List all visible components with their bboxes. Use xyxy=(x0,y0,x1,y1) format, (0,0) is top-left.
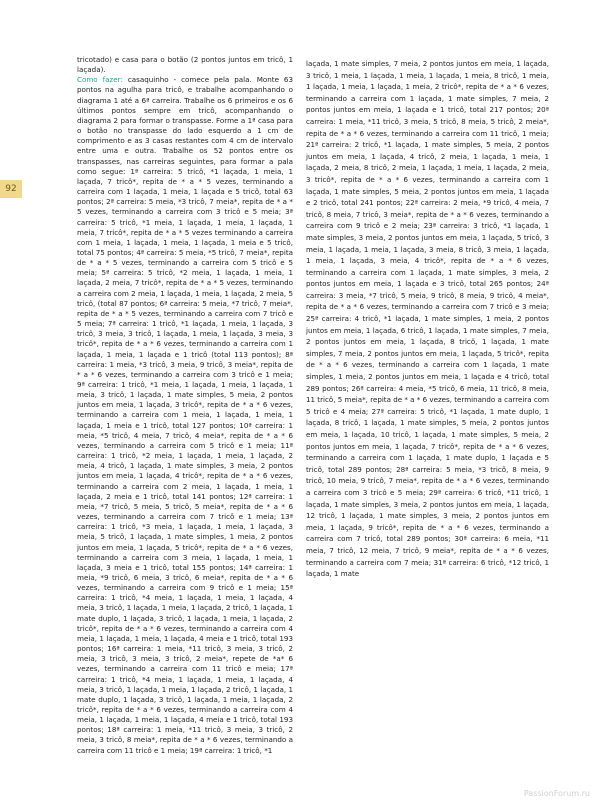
instructions-paragraph xyxy=(77,75,293,755)
page-number: 92 xyxy=(5,184,17,194)
instructions-body: casaquinho - comece pela pala. Monte 63 pontos na agulha para tricô, e trabalhe acompanhando o diagrama 1 até a 6ª carreira. Trabalhe os 6 primeiros e os 6 últimos pontos sempre em tricô, acompanhando o diagrama 2 para formar o transpasse. Forme a 1ª casa para o botão no transpasse do lado esquerdo a 1 cm de comprimento e as 3 casas restantes com 4 cm de intervalo entre uma e outra. Trabalhe os 52 pontos entre os transpasses, nas carreiras seguintes, para formar a pala como segue: 1ª carreira: 5 tricô, *1 laçada, 1 meia, 1 laçada, 7 tricô*, repita de * a * 5 vezes, terminando a carreira com 1 laçada, 1 meia, 1 laçada e 5 tricô, total 63 pontos; 2ª carreira: 5 meia, *3 tricô, 7 meia*, repita de * a * 5 vezes, terminando a carreira com 3 tricô e 5 meia; 3ª carreira: 5 tricô, *1 meia, 1 laçada, 1 meia, 1 laçada, 1 meia, 7 tricô*, repita de * a * 5 vezes terminando a carreira com 1 meia, 1 laçada, 1 meia, 1 laçada, 1 meia e 5 tricô, total 75 pontos; 4ª carreira: 5 meia, *5 tricô, 7 meia*, repita de * a * 5 vezes, terminando a carreira com 5 tricô e 5 meia; 5ª carreira: 5 tricô, *2 meia, 1 laçada, 1 meia, 1 laçada, 2 meia, 7 tricô*, repita de * a * 5 vezes, terminando a carreira com 2 meia, 1 laçada, 1 meia, 1 laçada, 2 meia, 5 tricô, (total 87 pontos; 6ª carreira: 5 meia, *7 tricô, 7 meia*, repita de * a * 5 vezes, terminando a carreira com 7 tricô e 5 meia; 7ª carreira: 1 tricô, *1 laçada, 1 meia, 1 laçada, 3 tricô, 3 meia, 3 tricô, 1 laçada, 1 meia, 1 laçada, 3 meia, 3 tricô*, repita de * a * 6 vezes, terminando a carreira com 1 laçada, 1 meia, 1 laçada e 1 tricô (total 113 pontos); 8ª carreira: 1 meia, *3 tricô, 3 meia, 9 tricô, 3 meia*, repita de * a * 6 vezes, terminando a carreira com 3 tricô e 1 meia; 9ª carreira: 1 tricô, *1 meia, 1 laçada, 1 meia, 1 laçada, 1 meia, 3 tricô, 1 laçada, 1 mate simples, 5 meia, 2 pontos juntos em meia, 1 laçada, 3 tricô*, repita de * a * 6 vezes, terminando a carreira com 1 meia, 1 laçada, 1 meia, 1 laçada, 1 meia e 1 tricô, total 127 pontos; 10ª carreira: 1 meia, *5 tricô, 4 meia, 7 tricô, 4 meia*, repita de * a * 6 vezes, terminando a carreira com 5 tricô e 1 meia; 11ª carreira: 1 tricô, *2 meia, 1 laçada, 1 meia, 1 laçada, 2 meia, 4 tricô, 1 laçada, 1 mate simples, 3 meia, 2 pontos juntos em meia, 1 laçada, 4 tricô*, repita de * a * 6 vezes, terminando a carreira com 2 meia, 1 laçada, 1 meia, 1 laçada, 2 meia e 1 tricô, total 141 pontos; 12ª carreira: 1 meia, *7 tricô, 5 meia, 5 tricô, 5 meia*, repita de * a * 6 vezes, terminando a carreira com 7 tricô e 1 meia; 13ª carreira: 1 tricô, *3 meia, 1 laçada, 1 meia, 1 laçada, 3 meia, 5 tricô, 1 laçada, 1 mate simples, 1 meia, 2 pontos juntos em meia, 1 laçada, 5 tricô*, repita de * a * 6 vezes, terminando a carreira com 3 meia, 1 laçada, 1 meia, 1 laçada, 3 meia e 1 tricô, total 155 pontos; 14ª carreira: 1 meia, *9 tricô, 6 meia, 3 tricô, 6 meia*, repita de * a * 6 vezes, terminando a carreira com 9 tricô e 1 meia; 15ª carreira: 1 tricô, *4 meia, 1 laçada, 1 meia, 1 laçada, 4 meia, 3 tricô, 1 laçada, 1 meia, 1 laçada, 2 tricô, 1 laçada, 1 mate duplo, 1 laçada, 3 tricô, 1 laçada, 1 meia, 1 laçada, 2 tricô*, repita de * a * 6 vezes, terminando a carreira com 4 meia, 1 laçada, 1 meia, 1 laçada, 4 meia e 1 tricô, total 193 pontos; 16ª carreira: 1 meia, *11 tricô, 3 meia, 3 tricô, 2 meia, 3 tricô, 3 meia, 3 tricô, 2 meia*, repete de *a* 6 vezes, terminando a carreira com 11 tricô e meia; 17ª carreira: 1 tricô, *4 meia, 1 laçada, 1 meia, 1 laçada, 4 meia, 3 tricô, 1 laçada, 1 meia, 1 laçada, 2 tricô, 1 laçada, 1 mate duplo, 1 laçada, 3 tricô, 1 laçada, 1 meia, 1 laçada, 2 tricô*, repita de * a * 6 vezes, terminando a carreira com 4 meia, 1 laçada, 1 meia, 1 laçada, 4 meia e 1 tricô, total 193 pontos; 18ª carreira: 1 meia, *11 tricô, 3 meia, 3 tricô, 2 meia, 3 tricô, 8 meia*, repita de * a * 6 vezes, terminando a carreira com 11 tricô e 1 meia; 19ª carreira: 1 tricô, *1 xyxy=(77,75,293,755)
right-text-column xyxy=(306,58,549,580)
left-text-column xyxy=(77,55,293,756)
section-heading: Como fazer: xyxy=(77,75,123,85)
watermark: PassionForum.ru xyxy=(523,789,590,798)
continued-instructions: laçada, 1 mate simples, 7 meia, 2 pontos juntos em meia, 1 laçada, 3 tricô, 1 meia, 1 laçada, 1 meia, 1 laçada, 1 meia, 8 tricô, 1 meia, 1 laçada, 1 meia, 1 laçada, 1 meia, 2 tricô*, repita de * a * 6 vezes, terminando a carreira com 1 laçada, 1 mate simples, 7 meia, 2 pontos juntos em meia, 1 laçada e 1 tricô, total 217 pontos; 20ª carreira: 1 meia, *11 tricô, 3 meia, 5 tricô, 8 meia, 5 tricô, 2 meia*, repita de * a * 6 vezes, terminando a carreira com 11 tricô, 1 meia; 21ª carreira: 2 tricô, *1 laçada, 1 mate simples, 5 meia, 2 pontos juntos em meia, 1 laçada, 4 tricô, 2 meia, 1 laçada, 1 meia, 1 laçada, 2 meia, 8 tricô, 2 meia, 1 laçada, 1 meia, 1 laçada, 2 meia, 3 tricô*, repita de * a * 6 vezes, terminando a carreira com 1 laçada, 1 mate simples, 5 meia, 2 pontos juntos em meia, 1 laçada e 2 tricô, total 241 pontos; 22ª carreira: 2 meia, *9 tricô, 4 meia, 7 tricô, 8 meia, 7 tricô, 3 meia*, repita de * a * 6 vezes, terminando a carreira com 9 tricô e 2 meia; 23ª carreira: 3 tricô, *1 laçada, 1 mate simples, 3 meia, 2 pontos juntos em meia, 1 laçada, 5 tricô, 3 meia, 1 laçada, 1 meia, 1 laçada, 3 meia, 8 tricô, 3 meia, 1 laçada, 1 meia, 1 laçada, 3 meia, 4 tricô*, repita de * a * 6 vezes, terminando a carreira com 1 laçada, 1 mate simples, 3 meia, 2 pontos juntos em meia, 1 laçada e 3 tricô, total 265 pontos; 24ª carreira: 3 meia, *7 tricô, 5 meia, 9 tricô, 8 meia, 9 tricô, 4 meia*, repita de * a * 6 vezes, terminando a carreira com 7 tricô e 3 meia; 25ª carreira: 4 tricô, *1 laçada, 1 mate simples, 1 meia, 2 pontos juntos em meia, 1 laçada, 6 tricô, 1 laçada, 1 mate simples, 7 meia, 2 pontos juntos em meia, 1 laçada, 8 tricô, 1 laçada, 1 mate simples, 7 meia, 2 pontos juntos em meia, 1 laçada, 5 tricô*, repita de * a * 6 vezes, terminando a carreira com 1 laçada, 1 mate simples, 1 meia, 2 pontos juntos em meia, 1 laçada e 4 tricô, total 289 pontos; 26ª carreira: 4 meia, *5 tricô, 6 meia, 11 tricô, 8 meia, 11 tricô, 5 meia*, repita de * a * 6 vezes, terminando a carreira com 5 tricô e 4 meia; 27ª carreira: 5 tricô, *1 laçada, 1 mate duplo, 1 laçada, 8 tricô, 1 laçada, 1 mate simples, 5 meia, 2 pontos juntos em meia, 1 laçada, 10 tricô, 1 laçada, 1 mate simples, 5 meia, 2 pontos juntos em meia, 1 laçada, 7 tricô*, repita de * a * 6 vezes, terminando a carreira com 1 laçada, 1 mate duplo, 1 laçada e 5 tricô, total 289 pontos; 28ª carreira: 5 meia, *3 tricô, 8 meia, 9 tricô, 10 meia, 9 tricô, 7 meia*, repita de * a * 6 vezes, terminando a carreira com 3 tricô e 5 meia; 29ª carreira: 6 tricô, *11 tricô, 1 laçada, 1 mate simples, 3 meia, 2 pontos juntos em meia, 1 laçada, 12 tricô, 1 laçada, 1 mate simples, 3 meia, 2 pontos juntos em meia, 1 laçada, 9 tricô*, repita de * a * 6 vezes, terminando a carreira com 7 tricô, total 289 pontos; 30ª carreira: 6 meia, *11 meia, 7 tricô, 12 meia, 7 tricô, 9 meia*, repita de * a * 6 vezes, terminando a carreira com 7 meia; 31ª carreira: 6 tricô, *12 tricô, 1 laçada, 1 mate xyxy=(306,59,549,579)
intro-paragraph: tricotado) e casa para o botão (2 pontos juntos em tricô, 1 laçada). xyxy=(77,55,293,75)
page-number-tab xyxy=(0,180,22,198)
